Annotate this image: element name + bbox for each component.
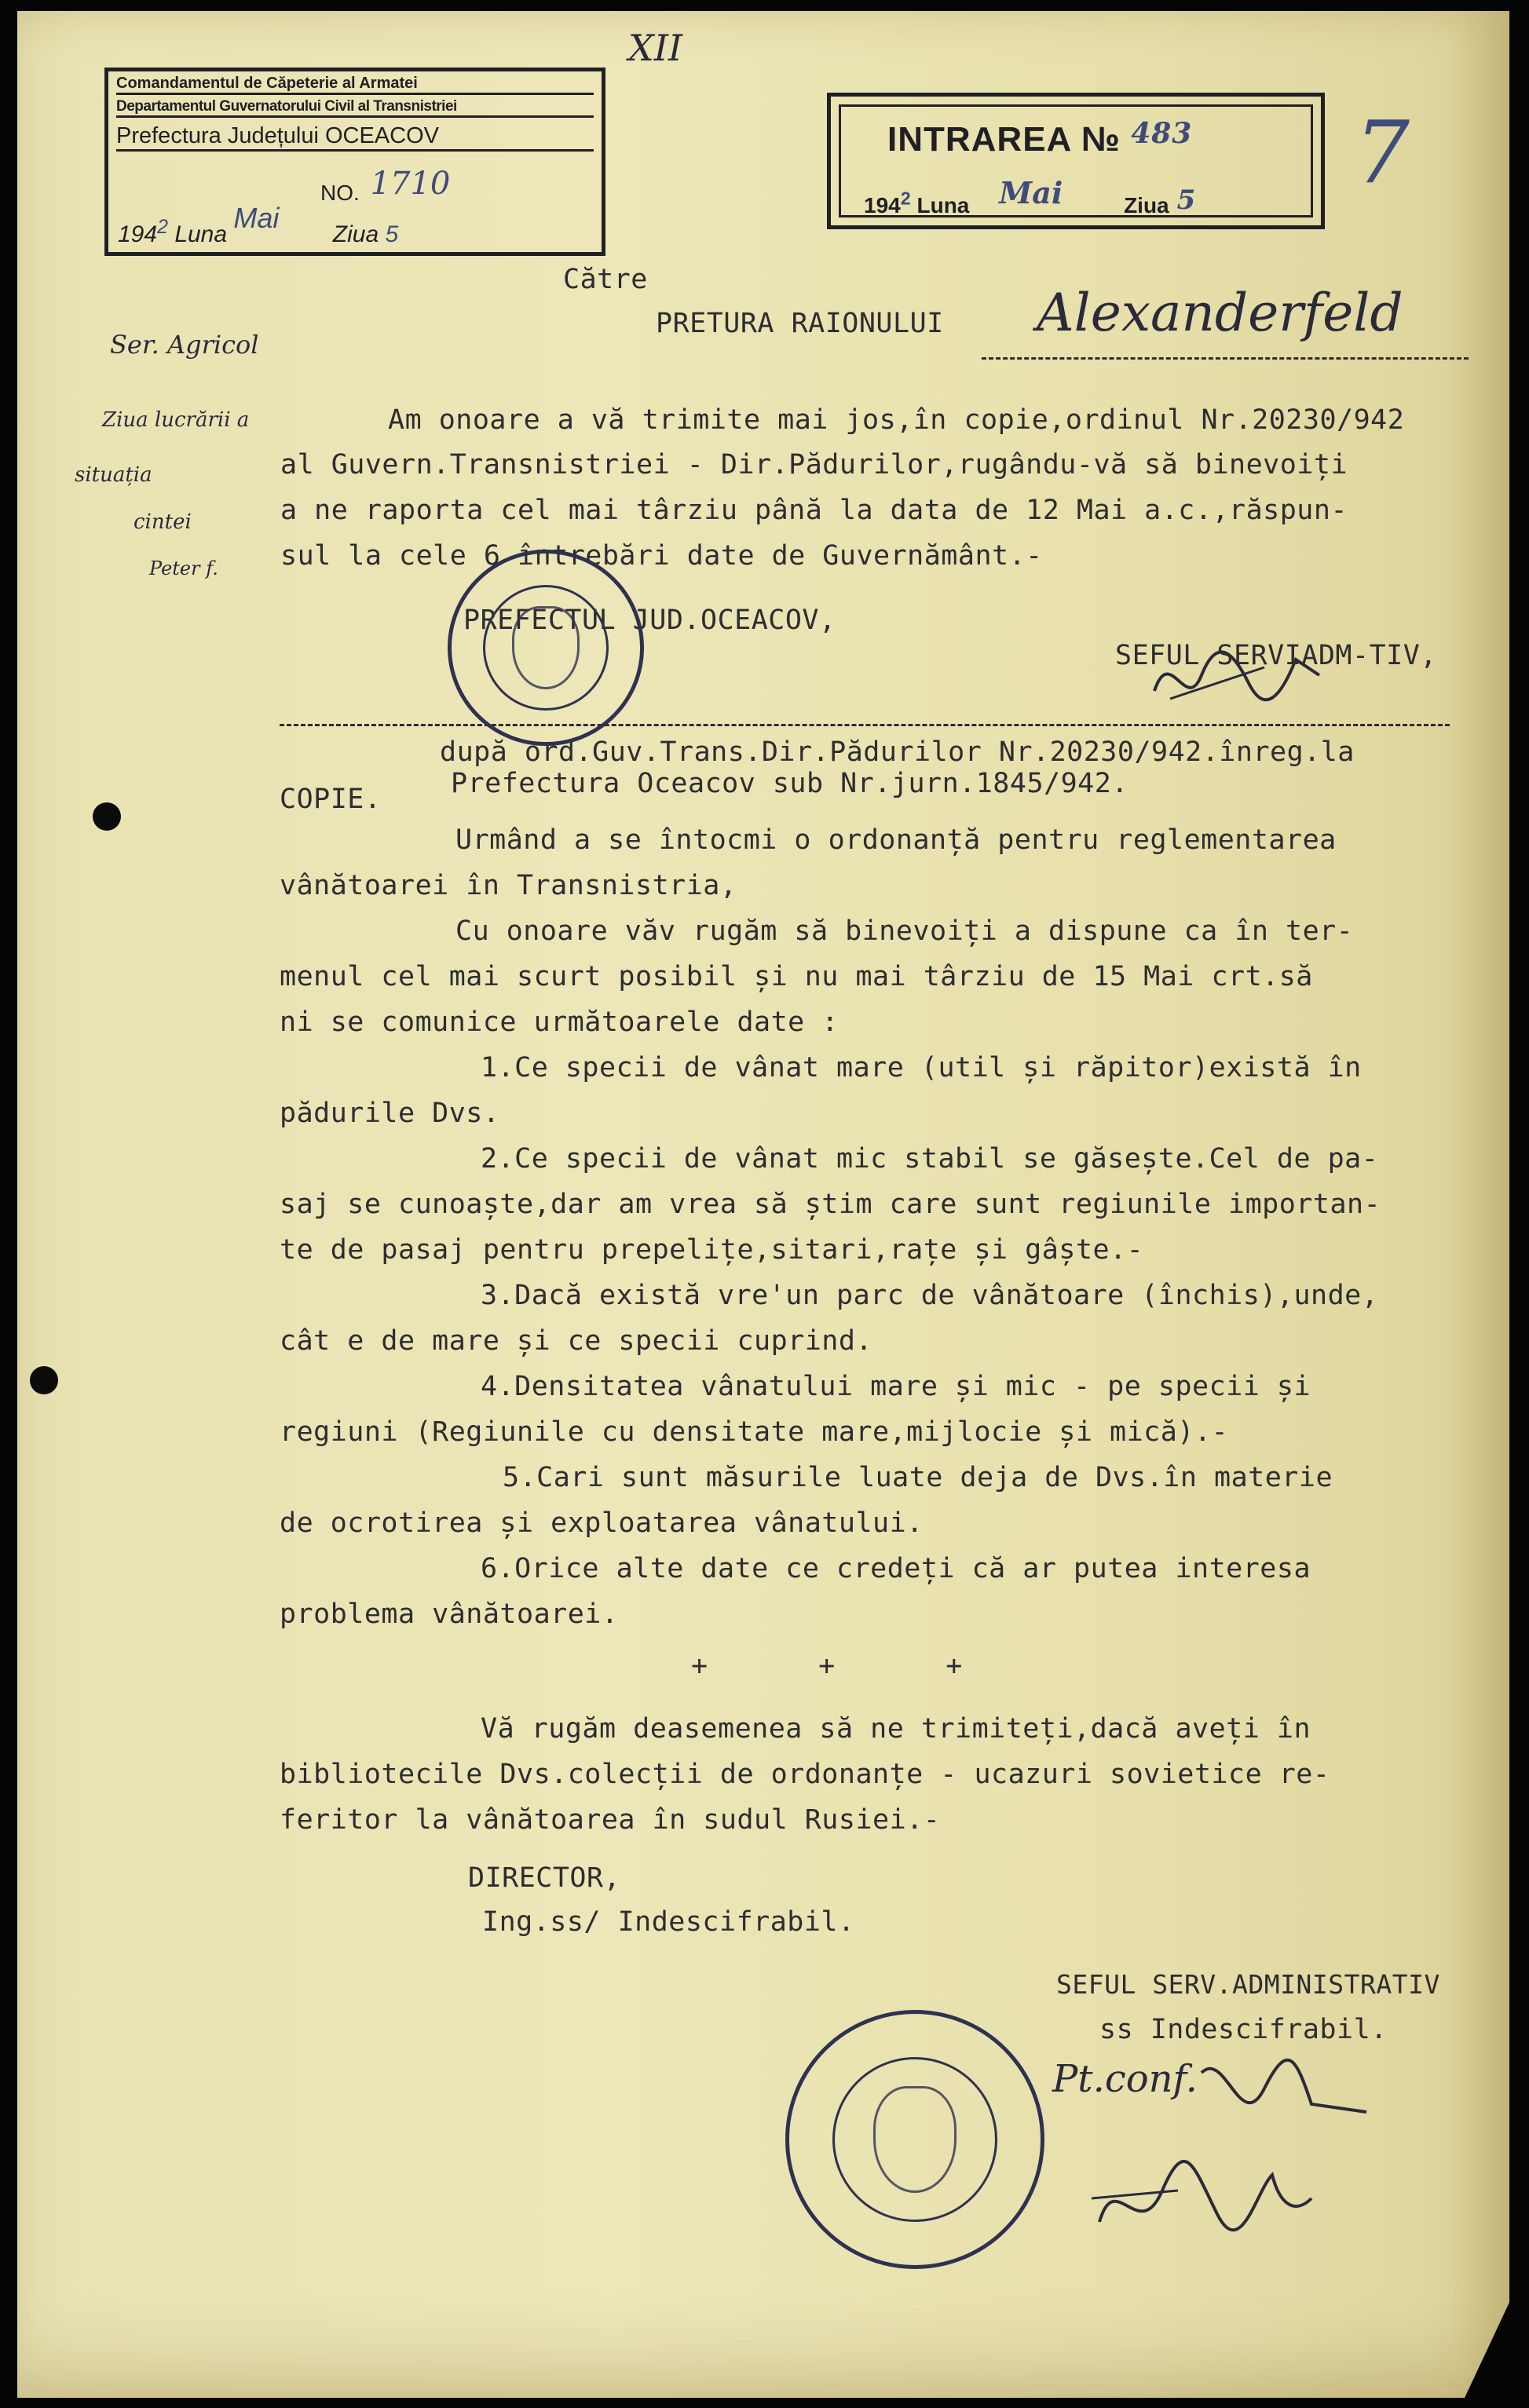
text-line: 3.Dacă există vre'un parc de vânătoare (închis),unde, (481, 1280, 1379, 1311)
text-line: feritor la vânătoarea în sudul Rusiei.- (280, 1804, 941, 1836)
text-line: Vă rugăm deasemenea să ne trimiteți,dacă aveți în (481, 1713, 1311, 1745)
punch-hole (93, 802, 121, 831)
text-line: 1.Ce specii de vânat mare (util și răpitor)există în (481, 1052, 1362, 1083)
addressee-label: PRETURA RAIONULUI (656, 308, 944, 339)
text-line: a ne raporta cel mai târziu până la data de 12 Mai a.c.,răspun- (280, 495, 1348, 526)
text-line: menul cel mai scurt posibil și nu mai târziu de 15 Mai crt.să (280, 961, 1313, 992)
text-line: 5.Cari sunt măsurile luate deja de Dvs.în materie (503, 1462, 1333, 1493)
coat-of-arms-icon (873, 2086, 957, 2193)
handwritten-margin-note: situația (75, 463, 152, 487)
sef-serviciu-title: SEFUL SERVIADM-TIV, (1115, 640, 1437, 671)
ziua-value: 5 (385, 221, 399, 247)
sef-administrativ-signature-line: ss Indescifrabil. (1099, 2014, 1388, 2045)
ziua-label: Ziua (332, 221, 379, 247)
stamp-no-label: NO. (320, 181, 360, 205)
text-line: regiuni (Regiunile cu densitate mare,mijlocie și mică).- (280, 1416, 1229, 1448)
stamp-line: Departamentul Guvernatorului Civil al Transnistriei (116, 98, 594, 118)
intrarea-date (864, 175, 1196, 220)
stamp-line: Comandamentul de Căpeterie al Armatei (116, 75, 594, 95)
intrarea-stamp (827, 93, 1325, 229)
text-line: 6.Orice alte date ce credeți că ar putea interesa (481, 1553, 1311, 1584)
prefectura-registration-stamp (104, 68, 605, 256)
text-line: vânătoarei în Transnistria, (280, 870, 737, 901)
text-line: Cu onoare văv rugăm să binevoiți a dispune ca în ter- (455, 915, 1354, 947)
intrarea-label: INTRAREA № (887, 120, 1121, 159)
section-crosses: + + + (691, 1650, 1010, 1682)
handwritten-margin-note: Peter f. (149, 557, 218, 579)
sef-administrativ-title: SEFUL SERV.ADMINISTRATIV (1056, 1969, 1440, 2000)
text-line: pădurile Dvs. (280, 1098, 500, 1129)
handwritten-margin-note: Ser. Agricol (110, 330, 259, 360)
intrarea-title (887, 117, 1193, 159)
ziua-label: Ziua (1124, 193, 1169, 217)
text-line: te de pasaj pentru prepelițe,sitari,rațe și gâște.- (280, 1234, 1144, 1266)
text-line: 2.Ce specii de vânat mic stabil se găsește.Cel de pa- (481, 1143, 1379, 1175)
round-official-seal (785, 2010, 1044, 2269)
signature (1084, 2143, 1319, 2253)
separator-line (280, 724, 1450, 726)
director-signature-line: Ing.ss/ Indescifrabil. (482, 1906, 855, 1938)
handwritten-addressee: Alexanderfeld (1037, 283, 1403, 343)
text-line: ni se comunice următoarele date : (280, 1007, 839, 1038)
text-line: al Guvern.Transnistriei - Dir.Pădurilor,rugându-vă să binevoiți (280, 449, 1348, 481)
text-line: de ocrotirea și exploatarea vânatului. (280, 1507, 924, 1539)
signature (1178, 2041, 1382, 2143)
text-line: bibliotecile Dvs.colecții de ordonanțe - ucazuri sovietice re- (280, 1759, 1330, 1790)
punch-hole (30, 1366, 58, 1394)
stamp-number-row (320, 166, 451, 208)
round-official-seal (448, 550, 644, 746)
coat-of-arms-icon (512, 606, 580, 689)
text-line: 4.Densitatea vânatului mare și mic - pe specii și (481, 1371, 1311, 1402)
year-suffix: 2 (157, 216, 168, 238)
luna-label: Luna (174, 221, 228, 247)
director-title: DIRECTOR, (468, 1862, 621, 1894)
stamp-line: Prefectura Județului OCEACOV (116, 123, 594, 152)
stamp-no-value: 1710 (370, 166, 451, 202)
luna-value: Mai (233, 202, 280, 234)
text-line: problema vânătoarei. (280, 1599, 619, 1630)
text-line: saj se cunoaște,dar am vrea să știm care sunt regiunile importan- (280, 1189, 1381, 1220)
year-suffix: 2 (900, 188, 911, 209)
text-line: Urmând a se întocmi o ordonanță pentru reglementarea (455, 824, 1337, 856)
handwritten-margin-note: cintei (134, 510, 192, 534)
handwritten-margin-note: Ziua lucrării a (102, 408, 250, 432)
handwritten-corner-number: 7 (1355, 102, 1410, 203)
prefect-title: PREFECTUL JUD.OCEACOV, (463, 605, 836, 636)
text-line: Am onoare a vă trimite mai jos,în copie,ordinul Nr.20230/942 (388, 404, 1405, 436)
addressee-underline (982, 357, 1469, 360)
text-line: cât e de mare și ce specii cuprind. (280, 1325, 873, 1357)
stamp-date-row (118, 202, 399, 249)
year-prefix: 194 (118, 221, 158, 247)
catre-label: Către (563, 264, 648, 295)
text-line: după ord.Guv.Trans.Dir.Pădurilor Nr.20230/942.înreg.la (440, 736, 1355, 768)
intrarea-number: 483 (1131, 117, 1193, 150)
text-line: Prefectura Oceacov sub Nr.jurn.1845/942. (451, 768, 1128, 799)
ziua-value: 5 (1176, 185, 1196, 216)
copie-label: COPIE. (280, 784, 382, 815)
year-prefix: 194 (864, 193, 901, 217)
luna-label: Luna (916, 193, 970, 217)
text-line: sul la cele 6 întrebări date de Guvernământ.- (280, 540, 1043, 572)
handwritten-signoff: Pt.conf. (1052, 2057, 1198, 2101)
handwritten-roman-number: XII (628, 27, 683, 69)
luna-value: Mai (999, 175, 1063, 210)
